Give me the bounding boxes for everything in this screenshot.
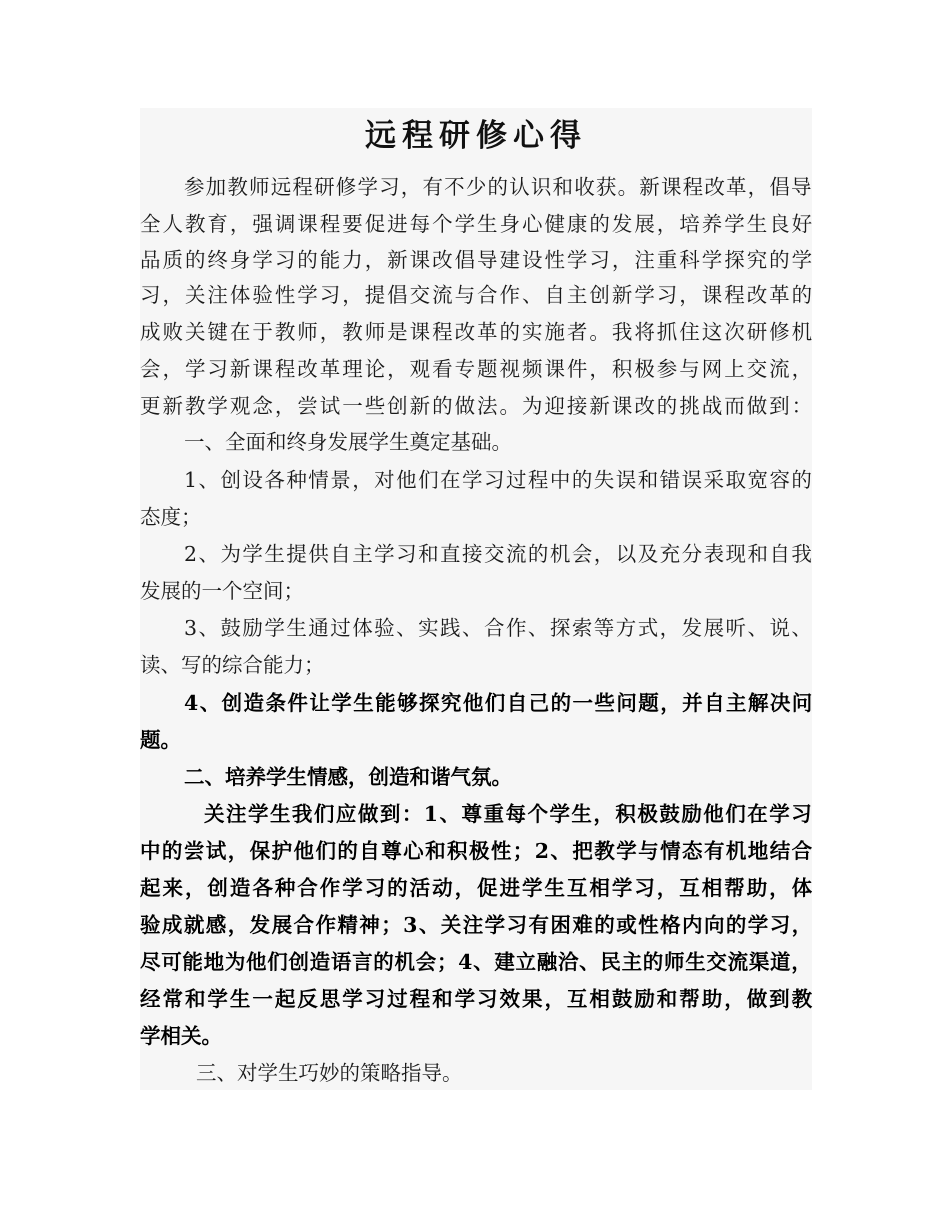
section-heading-2: 二、培养学生情感，创造和谐气氛。 — [184, 765, 512, 789]
paragraph-line: 关注学生我们应做到：1、尊重每个学生，积极鼓励他们在学习 — [204, 802, 814, 826]
paragraph-line: 品质的终身学习的能力，新课改倡导建设性学习，注重科学探究的学 — [140, 248, 815, 272]
paragraph-line: 更新教学观念，尝试一些创新的做法。为迎接新课改的挑战而做到： — [140, 394, 815, 418]
paragraph-line: 尽可能地为他们创造语言的机会；4、建立融洽、民主的师生交流渠道， — [140, 950, 813, 974]
list-item-line: 1、创设各种情景，对他们在学习过程中的失误和错误采取宽容的 — [184, 468, 814, 492]
paragraph-line: 经常和学生一起反思学习过程和学习效果，互相鼓励和帮助，做到教 — [140, 987, 815, 1011]
paragraph-line: 参加教师远程研修学习，有不少的认识和收获。新课程改革，倡导 — [184, 175, 813, 199]
list-item-line: 2、为学生提供自主学习和直接交流的机会，以及充分表现和自我 — [184, 542, 814, 566]
list-item-line: 读、写的综合能力； — [140, 653, 325, 677]
list-item-line: 4、创造条件让学生能够探究他们自己的一些问题，并自主解决问 — [184, 691, 814, 715]
list-item-line: 发展的一个空间； — [140, 579, 304, 603]
list-item-line: 态度； — [140, 505, 202, 529]
section-heading-3: 三、对学生巧妙的策略指导。 — [196, 1061, 463, 1085]
list-item-line: 题。 — [140, 728, 181, 752]
paragraph-line: 中的尝试，保护他们的自尊心和积极性；2、把教学与情态有机地结合 — [140, 839, 814, 863]
paragraph-line: 会，学习新课程改革理论，观看专题视频课件，积极参与网上交流， — [140, 357, 815, 381]
paragraph-line: 全人教育，强调课程要促进每个学生身心健康的发展，培养学生良好 — [140, 212, 815, 236]
paragraph-line: 学相关。 — [140, 1024, 222, 1048]
paragraph-line: 验成就感，发展合作精神；3、关注学习有困难的或性格内向的学习， — [140, 913, 814, 937]
section-heading-1: 一、全面和终身发展学生奠定基础。 — [184, 430, 512, 454]
paragraph-line: 起来，创造各种合作学习的活动，促进学生互相学习，互相帮助，体 — [140, 876, 815, 900]
document-title: 远程研修心得 — [365, 118, 587, 154]
paragraph-line: 习，关注体验性学习，提倡交流与合作、自主创新学习，课程改革的 — [140, 283, 815, 307]
document-body — [140, 108, 815, 1090]
paragraph-line: 成败关键在于教师，教师是课程改革的实施者。我将抓住这次研修机 — [140, 320, 815, 344]
list-item-line: 3、鼓励学生通过体验、实践、合作、探索等方式，发展听、说、 — [184, 616, 814, 640]
